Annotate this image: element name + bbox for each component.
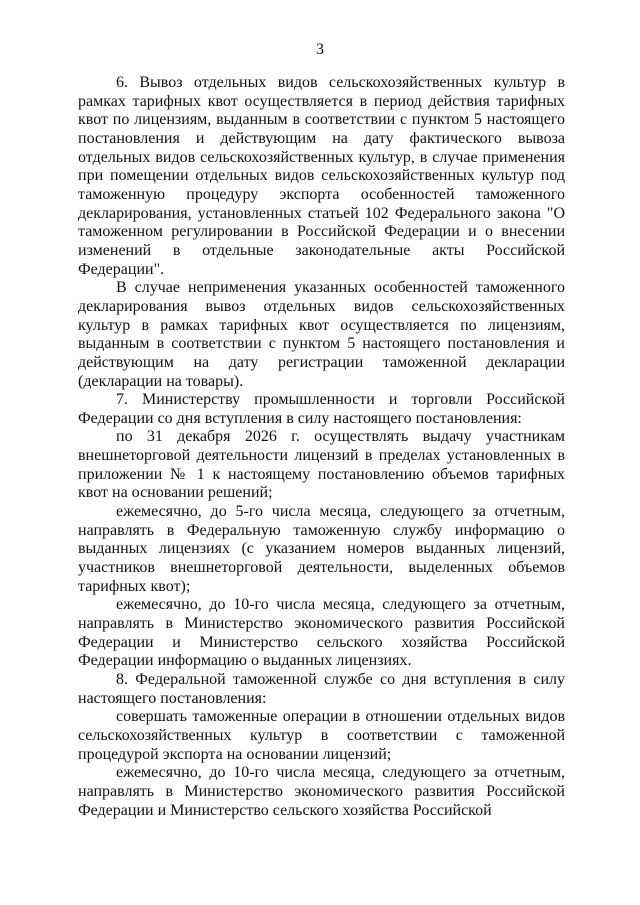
paragraph-monthly-report-to-customs: ежемесячно, до 5-го числа месяца, следующего за отчетным, направлять в Федеральную таможенную службу информацию о выданных лицензиях (с указанием номеров выданных лицензий, участников внешнеторговой деятельности, выделенных объемов тарифных квот);: [78, 503, 565, 595]
page-number: 3: [316, 41, 324, 58]
paragraph-monthly-report-customs-to-ministries: ежемесячно, до 10-го числа месяца, следующего за отчетным, направлять в Министерство экономического развития Российской Федерации и Министерство сельского хозяйства Российской: [78, 764, 565, 819]
paragraph-monthly-report-to-ministries: ежемесячно, до 10-го числа месяца, следующего за отчетным, направлять в Министерство экономического развития Российской Федерации и Министерство сельского хозяйства Российской Федерации информацию о выданных лицензиях.: [78, 596, 565, 670]
paragraph-non-application-of-declaration-features: В случае неприменения указанных особенностей таможенного декларирования вывоз отдельных видов сельскохозяйственных культур в рамках тарифных квот осуществляется по лицензиям, выданным в соответствии с пунктом 5 настоящего постановления и действующим на дату регистрации таможенной декларации (декларации на товары).: [78, 279, 565, 390]
paragraph-7-ministry-of-industry-and-trade: 7. Министерству промышленности и торговли Российской Федерации со дня вступления в силу настоящего постановления:: [78, 391, 565, 427]
paragraph-6-export-under-licenses: 6. Вывоз отдельных видов сельскохозяйственных культур в рамках тарифных квот осуществляется в период действия тарифных квот по лицензиям, выданным в соответствии с пунктом 5 настоящего постановления и действующим на дату фактического вывоза отдельных видов сельскохозяйственных культур, в случае применения при помещении отдельных видов сельскохозяйственных культур под таможенную процедуру экспорта особенностей таможенного декларирования, установленных статьей 102 Федерального закона "О таможенном регулировании в Российской Федерации и о внесении изменений в отдельные законодательные акты Российской Федерации".: [78, 74, 565, 278]
paragraph-customs-operations-on-licenses: совершать таможенные операции в отношении отдельных видов сельскохозяйственных культур в соответствии с таможенной процедурой экспорта на основании лицензий;: [78, 708, 565, 763]
document-body: [78, 74, 565, 820]
paragraph-issue-licenses-until-2026: по 31 декабря 2026 г. осуществлять выдачу участникам внешнеторговой деятельности лицензий в пределах установленных в приложении № 1 к настоящему постановлению объемов тарифных квот на основании решений;: [78, 428, 565, 502]
paragraph-8-federal-customs-service: 8. Федеральной таможенной службе со дня вступления в силу настоящего постановления:: [78, 671, 565, 707]
